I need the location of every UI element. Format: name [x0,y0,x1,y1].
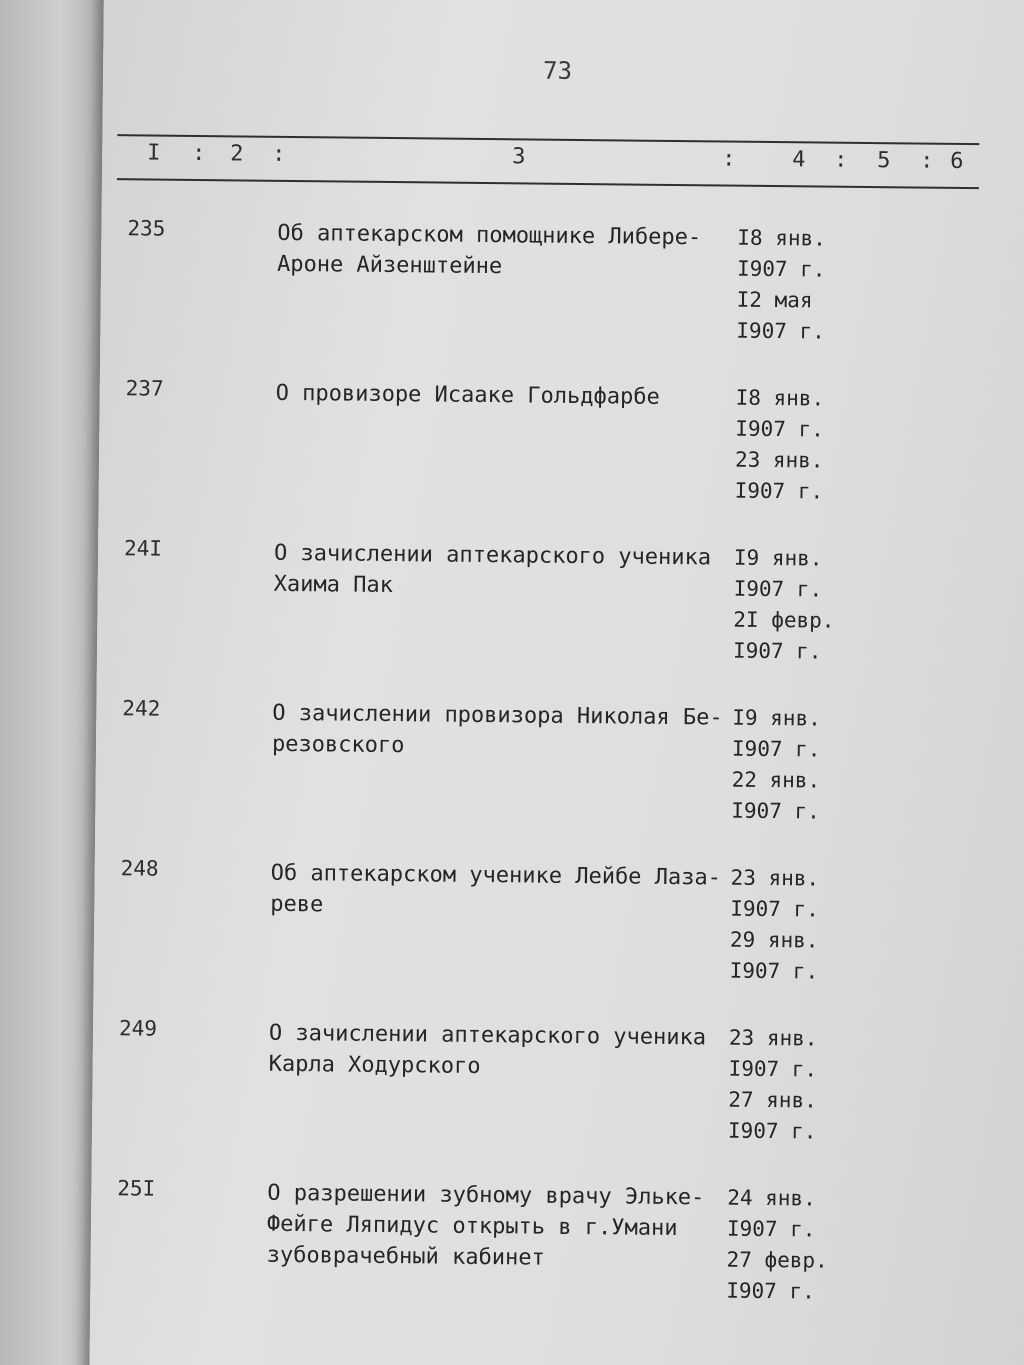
entry-dates: I8 янв. I907 г. 23 янв. I907 г. [734,385,825,504]
entry-title: О зачислении аптекарского ученика Хаима Пак [273,540,712,599]
entry-dates: 23 янв. I907 г. 27 янв. I907 г. [727,1025,818,1144]
entry-dates: 24 янв. I907 г. 27 февр. I907 г. [726,1185,828,1304]
header-col-4: 4 [792,147,806,173]
table-row [100,376,1000,504]
header-col-2: 2 [230,141,244,167]
header-col-5: 5 [877,148,891,174]
entry-number: 248 [120,856,159,881]
table-row [102,216,1002,344]
entry-dates: 23 янв. I907 г. 29 янв. I907 г. [729,865,820,984]
entry-number: 249 [118,1016,158,1041]
entry-title: О зачислении аптекарского ученика Карла Ходурского [268,1020,707,1080]
entry-number: 242 [122,696,161,721]
entry-dates: I8 янв. I907 г. I2 мая I907 г. [736,225,826,344]
entry-title: Об аптекарском помощнике Либере- Ароне Айзенштейне [276,220,702,280]
header-separator: : [834,147,848,173]
entry-dates: I9 янв. I907 г. 2I февр. I907 г. [732,545,835,664]
header-col-3: 3 [512,144,526,170]
table-row [91,1176,991,1304]
entry-title: О провизоре Исааке Гольдфарбе [275,380,660,410]
table-header-bottom-rule [117,178,979,189]
table-row [98,536,998,664]
document-page [89,0,1024,1365]
table-header-top-rule [117,134,979,145]
header-col-6: 6 [950,148,964,175]
header-separator: : [722,146,736,172]
entry-number: 25I [117,1176,156,1201]
header-separator: : [920,148,934,174]
header-separator: : [272,141,286,167]
table-row [97,696,997,824]
header-col-1: I [147,140,161,166]
header-separator: : [192,140,206,167]
entry-number: 235 [127,216,166,241]
table-row [95,856,995,984]
entry-title: О разрешении зубному врачу Элькe- Фейге Ляпидус открыть в г.Умани зубоврачебный кабинет [266,1180,705,1271]
page-number: 73 [542,56,573,85]
entry-title: Об аптекарском ученике Лейбе Лаза- реве [270,860,722,918]
entry-dates: I9 янв. I907 г. 22 янв. I907 г. [731,705,821,824]
entry-number: 237 [125,376,164,401]
entry-number: 24I [123,536,163,561]
table-row [93,1016,993,1144]
entry-title: О зачислении провизора Николая Бе- резовского [271,700,723,759]
